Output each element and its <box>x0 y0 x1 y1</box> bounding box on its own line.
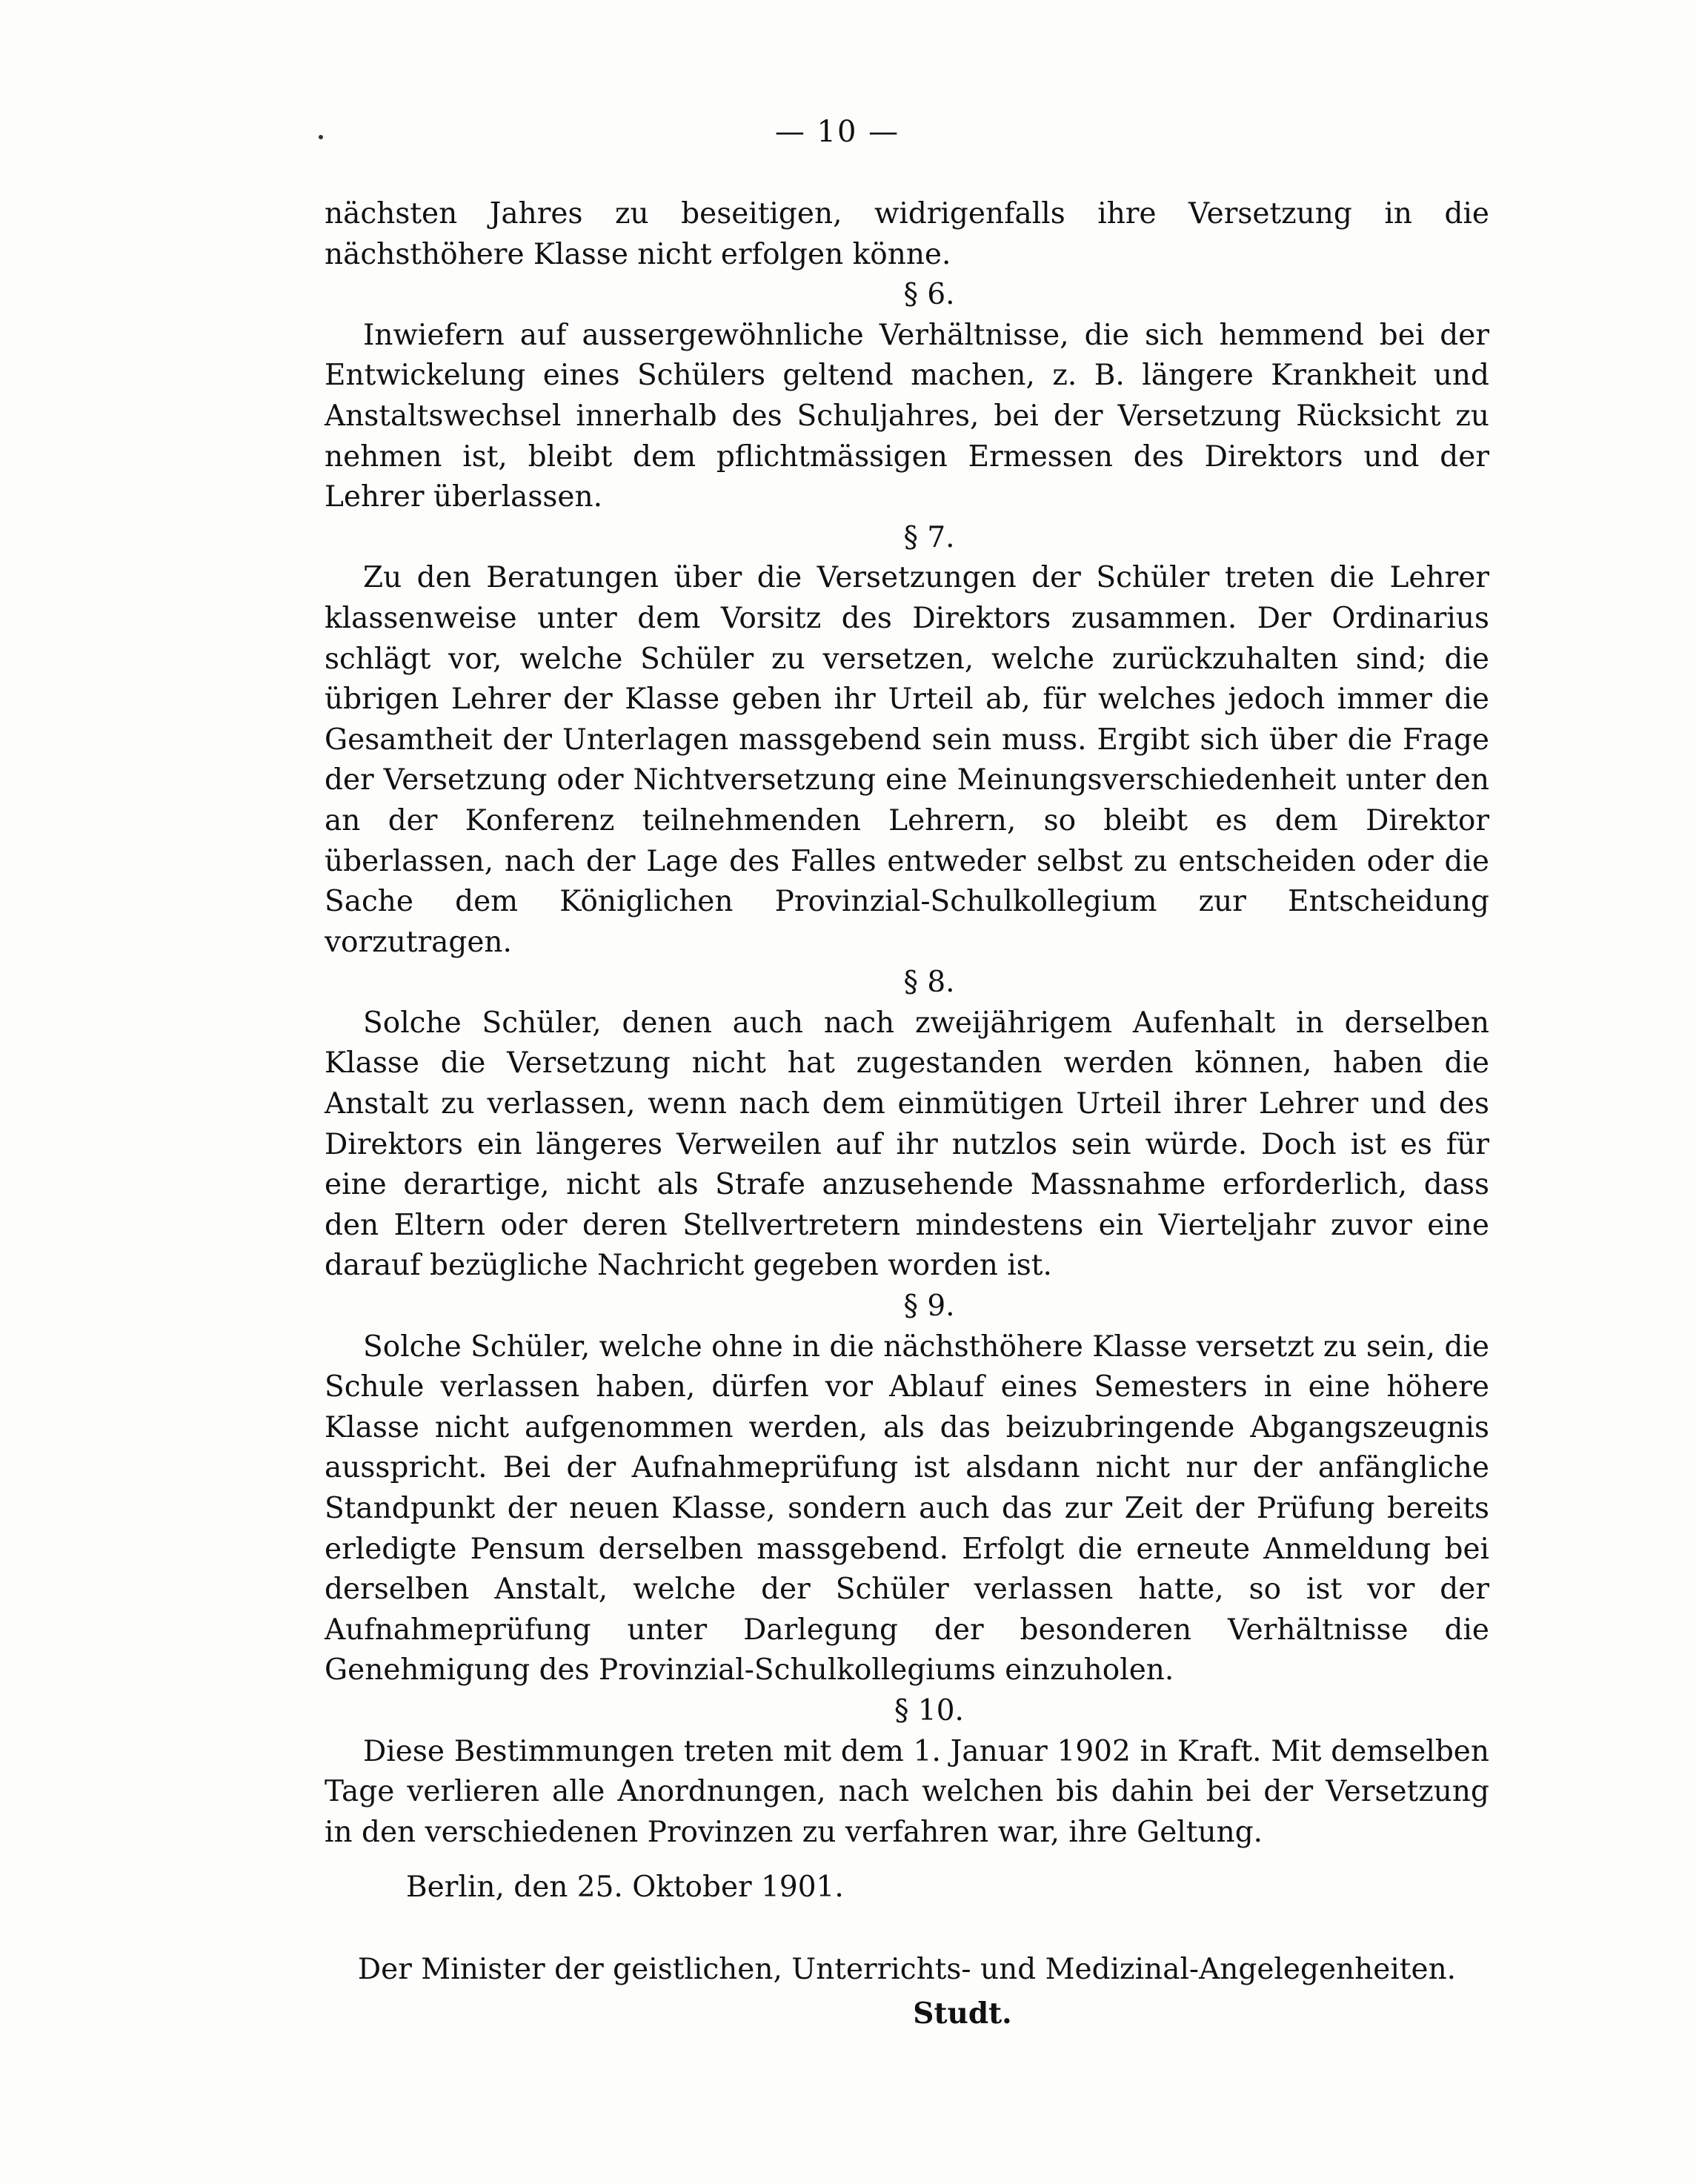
place-date: Berlin, den 25. Oktober 1901. <box>406 1871 844 1905</box>
minister-title: Der Minister der geistlichen, Unterrichts- und Medizinal-Angelegenheiten. <box>357 1952 1457 1986</box>
section-heading-7: § 7. <box>903 520 955 554</box>
section-text-7: Zu den Beratungen über die Versetzungen der Schüler treten die Lehrer klassenweise unter dem Vorsitz des Direktors zusammen. Der Ordinarius schlägt vor, welche Schüler zu versetzen, welche zurückzuhalten sind; die übrigen Lehrer der Klasse geben ihr Urteil ab, für welches jedoch immer die Gesamtheit der Unterlagen massgebend sein muss. Ergibt sich über die Frage der Versetzung oder Nichtversetzung eine Meinungsverschiedenheit unter den an der Konferenz teilnehmenden Lehrern, so bleibt es dem Direktor überlassen, nach der Lage des Falles entweder selbst zu entscheiden oder die Sache dem Königlichen Provinzial-Schulkollegium zur Entscheidung vorzutragen. <box>325 561 1489 959</box>
page-content <box>325 194 1489 2034</box>
margin-dot <box>319 135 323 139</box>
section-text-6: Inwiefern auf aussergewöhnliche Verhältnisse, die sich hemmend bei der Entwickelung eines Schülers geltend machen, z. B. längere Krankheit und Anstaltswechsel innerhalb des Schuljahres, bei der Versetzung Rücksicht zu nehmen ist, bleibt dem pflichtmässigen Ermessen des Direktors und der Lehrer überlassen. <box>325 318 1489 514</box>
section-heading-6: § 6. <box>903 278 955 312</box>
section-text-9: Solche Schüler, welche ohne in die nächsthöhere Klasse versetzt zu sein, die Schule verlassen haben, dürfen vor Ablauf eines Semesters in eine höhere Klasse nicht aufgenommen werden, als das beizubringende Abgangszeugnis ausspricht. Bei der Aufnahmeprüfung ist alsdann nicht nur der anfängliche Standpunkt der neuen Klasse, sondern auch das zur Zeit der Prüfung bereits erledigte Pensum derselben massgebend. Erfolgt die erneute Anmeldung bei derselben Anstalt, welche der Schüler verlassen hatte, so ist vor der Aufnahmeprüfung unter Darlegung der besonderen Verhältnisse die Genehmigung des Provinzial-Schulkollegiums einzuholen. <box>325 1330 1489 1687</box>
section-heading-8: § 8. <box>903 966 955 1000</box>
section-heading-9: § 9. <box>903 1290 955 1324</box>
continuation-paragraph: nächsten Jahres zu beseitigen, widrigenfalls ihre Versetzung in die nächsthöhere Klasse nicht erfolgen könne. <box>325 197 1489 271</box>
signature: Studt. <box>913 1996 1012 2031</box>
section-text-8: Solche Schüler, denen auch nach zweijährigem Aufenhalt in derselben Klasse die Versetzung nicht hat zugestanden werden können, haben die Anstalt zu verlassen, wenn nach dem einmütigen Urteil ihrer Lehrer und des Direktors ein längeres Verweilen auf ihr nutzlos sein würde. Doch ist es für eine derartige, nicht als Strafe anzusehende Massnahme erforderlich, dass den Eltern oder deren Stellvertretern mindestens ein Vierteljahr zuvor eine darauf bezügliche Nachricht gegeben worden ist. <box>325 1006 1489 1283</box>
page-number: — 10 — <box>774 115 900 149</box>
section-heading-10: § 10. <box>894 1693 964 1727</box>
section-text-10: Diese Bestimmungen treten mit dem 1. Januar 1902 in Kraft. Mit demselben Tage verlieren alle Anordnungen, nach welchen bis dahin bei der Versetzung in den verschiedenen Provinzen zu verfahren war, ihre Geltung. <box>325 1734 1489 1849</box>
